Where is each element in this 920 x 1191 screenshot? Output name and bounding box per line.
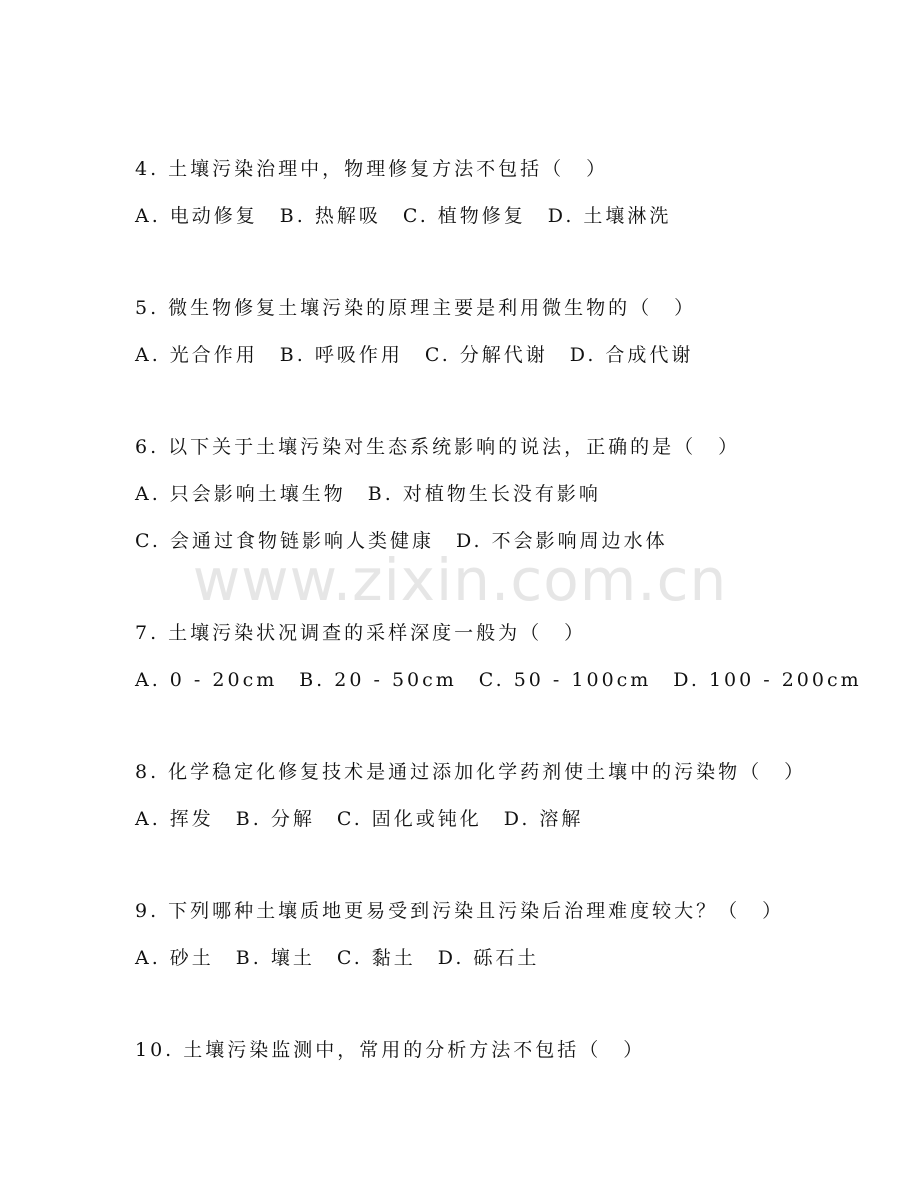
question-5-stem: 5. 微生物修复土壤污染的原理主要是利用微生物的（ ） (135, 297, 697, 319)
question-10-stem: 10. 土壤污染监测中，常用的分析方法不包括（ ） (135, 1039, 646, 1061)
question-6-options-line-1: A. 只会影响土壤生物 B. 对植物生长没有影响 (135, 483, 601, 505)
question-8-stem: 8. 化学稳定化修复技术是通过添加化学药剂使土壤中的污染物（ ） (135, 761, 807, 783)
question-5-options: A. 光合作用 B. 呼吸作用 C. 分解代谢 D. 合成代谢 (135, 344, 694, 366)
question-6-stem: 6. 以下关于土壤污染对生态系统影响的说法，正确的是（ ） (135, 436, 741, 458)
question-8-options: A. 挥发 B. 分解 C. 固化或钝化 D. 溶解 (135, 808, 584, 830)
question-7-stem: 7. 土壤污染状况调查的采样深度一般为（ ） (135, 622, 587, 644)
question-9-stem: 9. 下列哪种土壤质地更易受到污染且污染后治理难度较大？（ ） (135, 900, 785, 922)
question-6-options-line-2: C. 会通过食物链影响人类健康 D. 不会影响周边水体 (135, 530, 668, 552)
question-4-options: A. 电动修复 B. 热解吸 C. 植物修复 D. 土壤淋洗 (135, 205, 672, 227)
question-9-options: A. 砂土 B. 壤土 C. 黏土 D. 砾石土 (135, 947, 540, 969)
question-7-options: A. 0 - 20cm B. 20 - 50cm C. 50 - 100cm D. 100 - 200cm (135, 669, 862, 691)
question-4-stem: 4. 土壤污染治理中，物理修复方法不包括（ ） (135, 158, 609, 180)
watermark: www.zixin.com.cn (192, 546, 728, 614)
